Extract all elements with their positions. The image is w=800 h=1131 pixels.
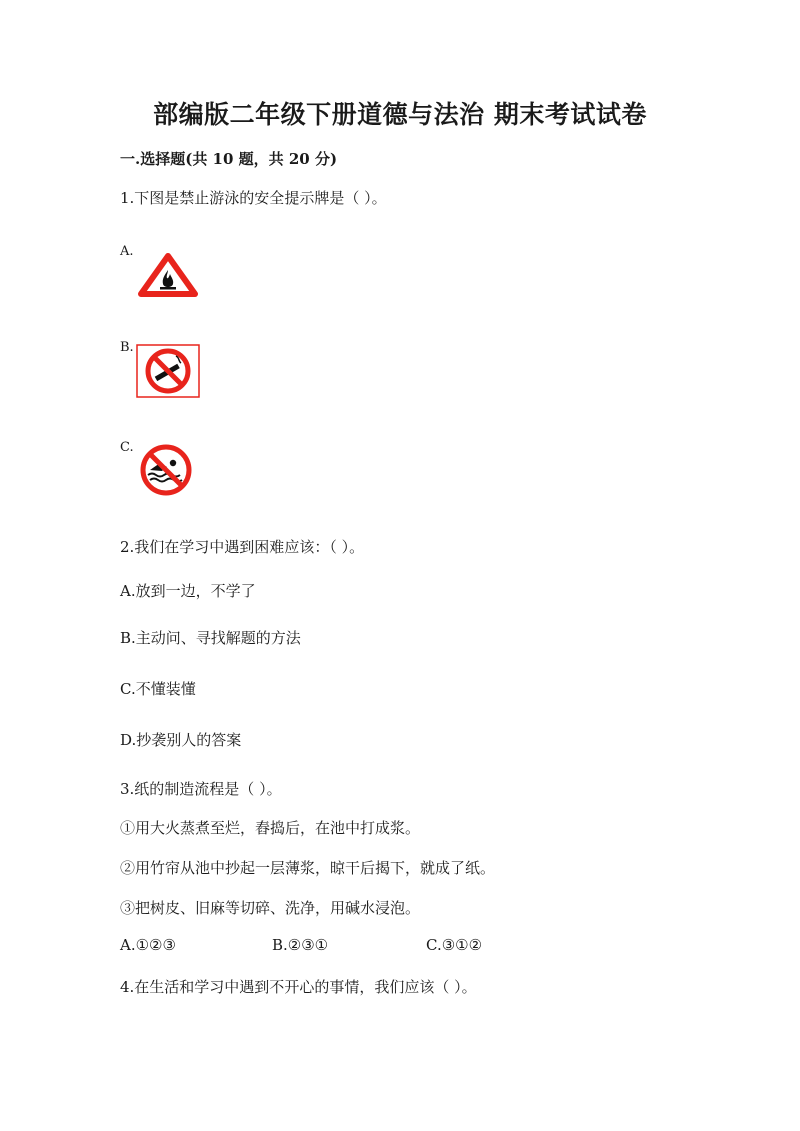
- q2-option-c: C.不懂装懂: [120, 680, 196, 698]
- q2-option-a: A.放到一边，不学了: [120, 582, 256, 600]
- question-4: 4.在生活和学习中遇到不开心的事情，我们应该（ ）。: [120, 978, 477, 996]
- q1-option-a-label: A.: [120, 244, 134, 259]
- page-title: 部编版二年级下册道德与法治 期末考试试卷: [153, 100, 647, 129]
- question-2: 2.我们在学习中遇到困难应该：（ ）。: [120, 538, 365, 556]
- q2-option-b: B.主动问、寻找解题的方法: [120, 629, 301, 647]
- q3-step-3: ③把树皮、旧麻等切碎、洗净，用碱水浸泡。: [120, 899, 421, 917]
- section-heading: 一.选择题(共 10 题，共 20 分): [120, 150, 338, 168]
- question-1: 1.下图是禁止游泳的安全提示牌是（ ）。: [120, 189, 387, 207]
- q3-choice-a: A.①②③: [120, 936, 176, 954]
- q1-option-b-label: B.: [120, 340, 134, 355]
- question-3: 3.纸的制造流程是（ ）。: [120, 780, 282, 798]
- no-swimming-icon: [136, 444, 196, 496]
- fire-warning-icon: [138, 252, 198, 298]
- q1-option-c-label: C.: [120, 440, 134, 455]
- no-smoking-icon: [136, 344, 200, 398]
- q3-step-2: ②用竹帘从池中抄起一层薄浆，晾干后揭下，就成了纸。: [120, 859, 496, 877]
- q3-step-1: ①用大火蒸煮至烂，舂捣后，在池中打成浆。: [120, 819, 421, 837]
- q3-choice-c: C.③①②: [426, 936, 483, 954]
- q3-choice-b: B.②③①: [272, 936, 329, 954]
- q2-option-d: D.抄袭别人的答案: [120, 731, 242, 749]
